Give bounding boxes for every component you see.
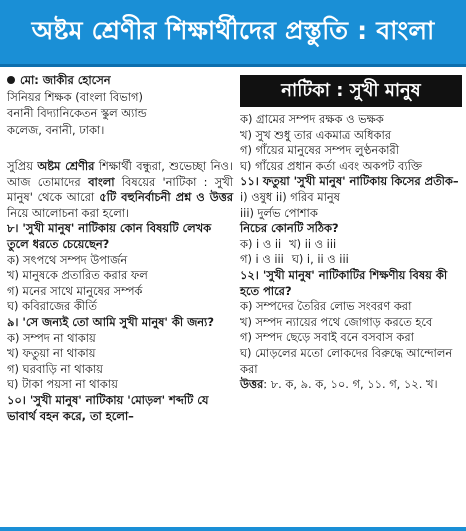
option: খ) ফতুয়া না থাকায় [7, 346, 96, 361]
question-text: ১১। ফতুয়া 'সুখী মানুষ' নাটিকায় কিসের প্রতীক– [240, 174, 459, 189]
option: গ) গাঁয়ের মানুষের সম্পদ লুণ্ঠনকারী [240, 143, 399, 158]
question-12 [240, 268, 462, 377]
intro-bold: ৫টি বহুনির্বাচনী প্রশ্ন ও উত্তর [94, 190, 233, 205]
author-block [7, 72, 233, 138]
left-column [7, 72, 233, 424]
question-10-options [240, 112, 462, 174]
option: ক) সম্পদ না থাকায় [7, 330, 96, 345]
option: খ) সুখ শুধু তার একমাত্র অধিকার [240, 127, 392, 142]
author-name-row [7, 72, 233, 89]
intro-text: সুপ্রিয় [7, 159, 33, 173]
option: ক) গ্রামের সম্পদ রক্ষক ও ভক্ষক [240, 112, 384, 126]
option: ঘ) মোড়লের মতো লোকদের বিরুদ্ধে আন্দোলন করা [240, 345, 453, 376]
bottom-rule [0, 527, 466, 531]
intro-bold: বাংলা [80, 174, 115, 189]
option: ক) সম্পদের তৈরির লোভ সংবরণ করা [240, 299, 412, 314]
intro-paragraph [7, 159, 233, 221]
author-institution-line1: বনানী বিদ্যানিকেতন স্কুল অ্যান্ড [7, 106, 147, 120]
option: গ) মনের সাথে মানুষের সম্পর্ক [7, 283, 143, 298]
option: ঘ) i, ii ও iii [291, 252, 349, 267]
author-institution-line2: কলেজ, বনানী, ঢাকা। [7, 122, 105, 137]
option: ঘ) কবিরাজের কীর্তি [7, 299, 97, 314]
intro-bold: অষ্টম শ্রেণীর [37, 159, 95, 173]
option: ক) i ও ii [240, 236, 282, 251]
right-column [240, 72, 462, 393]
option: গ) সম্পদ ছেড়ে সবাই বনে বসবাস করা [240, 330, 414, 345]
statement: iii) দুর্লভ পোশাক [240, 205, 318, 220]
topic-title-box [240, 75, 462, 107]
option: ঘ) টাকা পয়সা না থাকায় [7, 377, 118, 392]
question-text: ১২। 'সুখী মানুষ' নাটিকাটির শিক্ষণীয় বিষয় কী হতে পারে? [240, 267, 448, 298]
bullet-icon [7, 76, 15, 84]
option: খ) সম্পদ ন্যায়ের পথে জোগাড় করতে হবে [240, 314, 433, 329]
sub-question: নিচের কোনটি সঠিক? [240, 221, 339, 236]
option: খ) ii ও iii [289, 236, 337, 251]
question-8 [7, 221, 233, 315]
intro-text: শিক্ষার্থী বন্ধুরা, শুভেচ্ছা নিও। আজ তোমাদের [7, 159, 233, 189]
question-text: ৮। 'সুখী মানুষ' নাটিকায় কোন বিষয়টি লেখক তুলে ধরতে চেয়েছেন? [7, 221, 212, 251]
banner-title: অষ্টম শ্রেণীর শিক্ষার্থীদের প্রস্তুতি : বাংলা [31, 15, 435, 45]
answers-text: : ৮. ক, ৯. ক, ১০. গ, ১১. গ, ১২. খ। [263, 377, 438, 392]
option: ক) সৎপথে সম্পদ উপার্জন [7, 252, 128, 267]
question-text: ৯। 'সে জন্যই তো আমি সুখী মানুষ' কী জন্য? [7, 314, 214, 329]
answers-block [240, 377, 462, 393]
statement: i) ওষুধ ii) গরিব মানুষ [240, 189, 340, 204]
question-11 [240, 174, 462, 268]
intro-text: নিয়ে আলোচনা করা হলো। [7, 205, 130, 220]
answers-label: উত্তর [240, 377, 264, 392]
question-9 [7, 315, 233, 393]
option-row [240, 237, 462, 253]
header-banner [0, 0, 466, 67]
topic-title: নাটিকা : সুখী মানুষ [281, 79, 421, 101]
option: ঘ) গাঁয়ের প্রধান কর্তা এবং অকপট ব্যক্তি [240, 158, 422, 173]
intro-text: বিষয়ের 'নাটিকা : সুখী মানুষ' থেকে আরো [7, 174, 233, 205]
question-text: ১০। 'সুখী মানুষ' নাটিকায় 'মোড়ল' শব্দটি যে ভাবার্থ বহন করে, তা হলো– [7, 392, 209, 423]
option: খ) মানুষকে প্রতারিত করার ফল [7, 268, 148, 283]
author-name: মো: জাকীর হোসেন [20, 73, 111, 87]
option-row [240, 252, 462, 268]
question-10 [7, 393, 233, 424]
option: গ) i ও iii [240, 252, 284, 267]
option: গ) ঘরবাড়ি না থাকায় [7, 361, 103, 376]
author-designation: সিনিয়র শিক্ষক (বাংলা বিভাগ) [7, 89, 143, 104]
